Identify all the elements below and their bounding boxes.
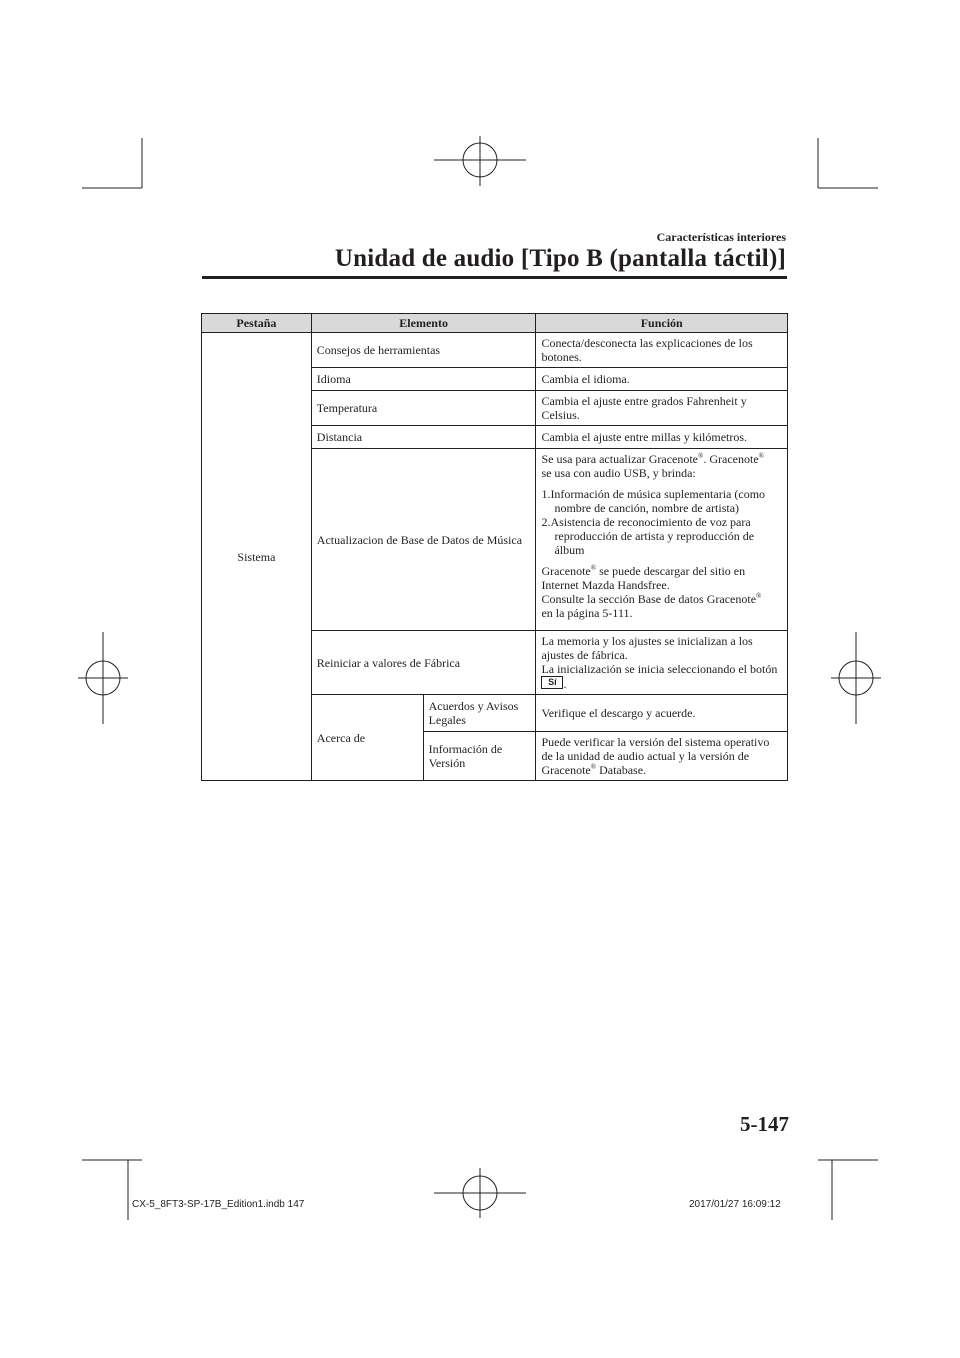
tab-system: Sistema bbox=[202, 333, 312, 781]
item-language: Idioma bbox=[311, 368, 536, 391]
music-db-list-item: 2.Asistencia de reconocimiento de voz para reproducción de artista y reproducción de álbum bbox=[541, 515, 755, 557]
music-db-download-note: Gracenote® se puede descargar del sitio en Internet Mazda Handsfree. bbox=[541, 564, 746, 592]
function-legal: Verifique el descargo y acuerde. bbox=[536, 695, 788, 732]
function-temperature: Cambia el ajuste entre grados Fahrenheit y Celsius. bbox=[536, 391, 788, 426]
item-factory-reset: Reiniciar a valores de Fábrica bbox=[311, 631, 536, 695]
function-tooltips: Conecta/desconecta las explicaciones de los botones. bbox=[536, 333, 788, 368]
item-about: Acerca de bbox=[311, 695, 423, 781]
page-title: Unidad de audio [Tipo B (pantalla táctil)] bbox=[334, 245, 786, 272]
footer-filename: CX-5_8FT3-SP-17B_Edition1.indb 147 bbox=[132, 1199, 305, 1210]
si-button-icon: Sí bbox=[541, 676, 563, 689]
page-number: 5-147 bbox=[740, 1112, 789, 1136]
item-distance: Distancia bbox=[311, 426, 536, 449]
subitem-legal: Acuerdos y Avisos Legales bbox=[423, 695, 536, 732]
title-divider bbox=[202, 276, 787, 279]
header-tab: Pestaña bbox=[202, 314, 312, 333]
header-item: Elemento bbox=[311, 314, 536, 333]
function-version: Puede verificar la versión del sistema operativo de la unidad de audio actual y la versión de Gracenote® Database. bbox=[536, 732, 788, 781]
table-header-row bbox=[202, 314, 788, 333]
settings-table bbox=[201, 313, 788, 781]
function-distance: Cambia el ajuste entre millas y kilómetros. bbox=[536, 426, 788, 449]
music-db-reference: Consulte la sección Base de datos Gracenote® en la página 5-111. bbox=[541, 592, 762, 620]
item-temperature: Temperatura bbox=[311, 391, 536, 426]
item-music-database: Actualizacion de Base de Datos de Música bbox=[311, 449, 536, 631]
subitem-version: Información de Versión bbox=[423, 732, 536, 781]
item-tooltips: Consejos de herramientas bbox=[311, 333, 536, 368]
footer-timestamp: 2017/01/27 16:09:12 bbox=[689, 1199, 781, 1210]
function-language: Cambia el idioma. bbox=[536, 368, 788, 391]
table-row bbox=[202, 333, 788, 368]
function-music-database bbox=[536, 449, 788, 631]
music-db-list-item: 1.Información de música suplementaria (como nombre de canción, nombre de artista) bbox=[541, 487, 766, 515]
factory-reset-instruction: La inicialización se inicia seleccionando el botón Sí . bbox=[541, 662, 778, 691]
header-function: Función bbox=[536, 314, 788, 333]
music-db-intro: Se usa para actualizar Gracenote®. Gracenote® se usa con audio USB, y brinda: bbox=[541, 452, 764, 480]
section-title: Características interiores bbox=[656, 230, 786, 244]
function-factory-reset bbox=[536, 631, 788, 695]
factory-reset-description: La memoria y los ajustes se inicializan a los ajustes de fábrica. bbox=[541, 634, 753, 662]
